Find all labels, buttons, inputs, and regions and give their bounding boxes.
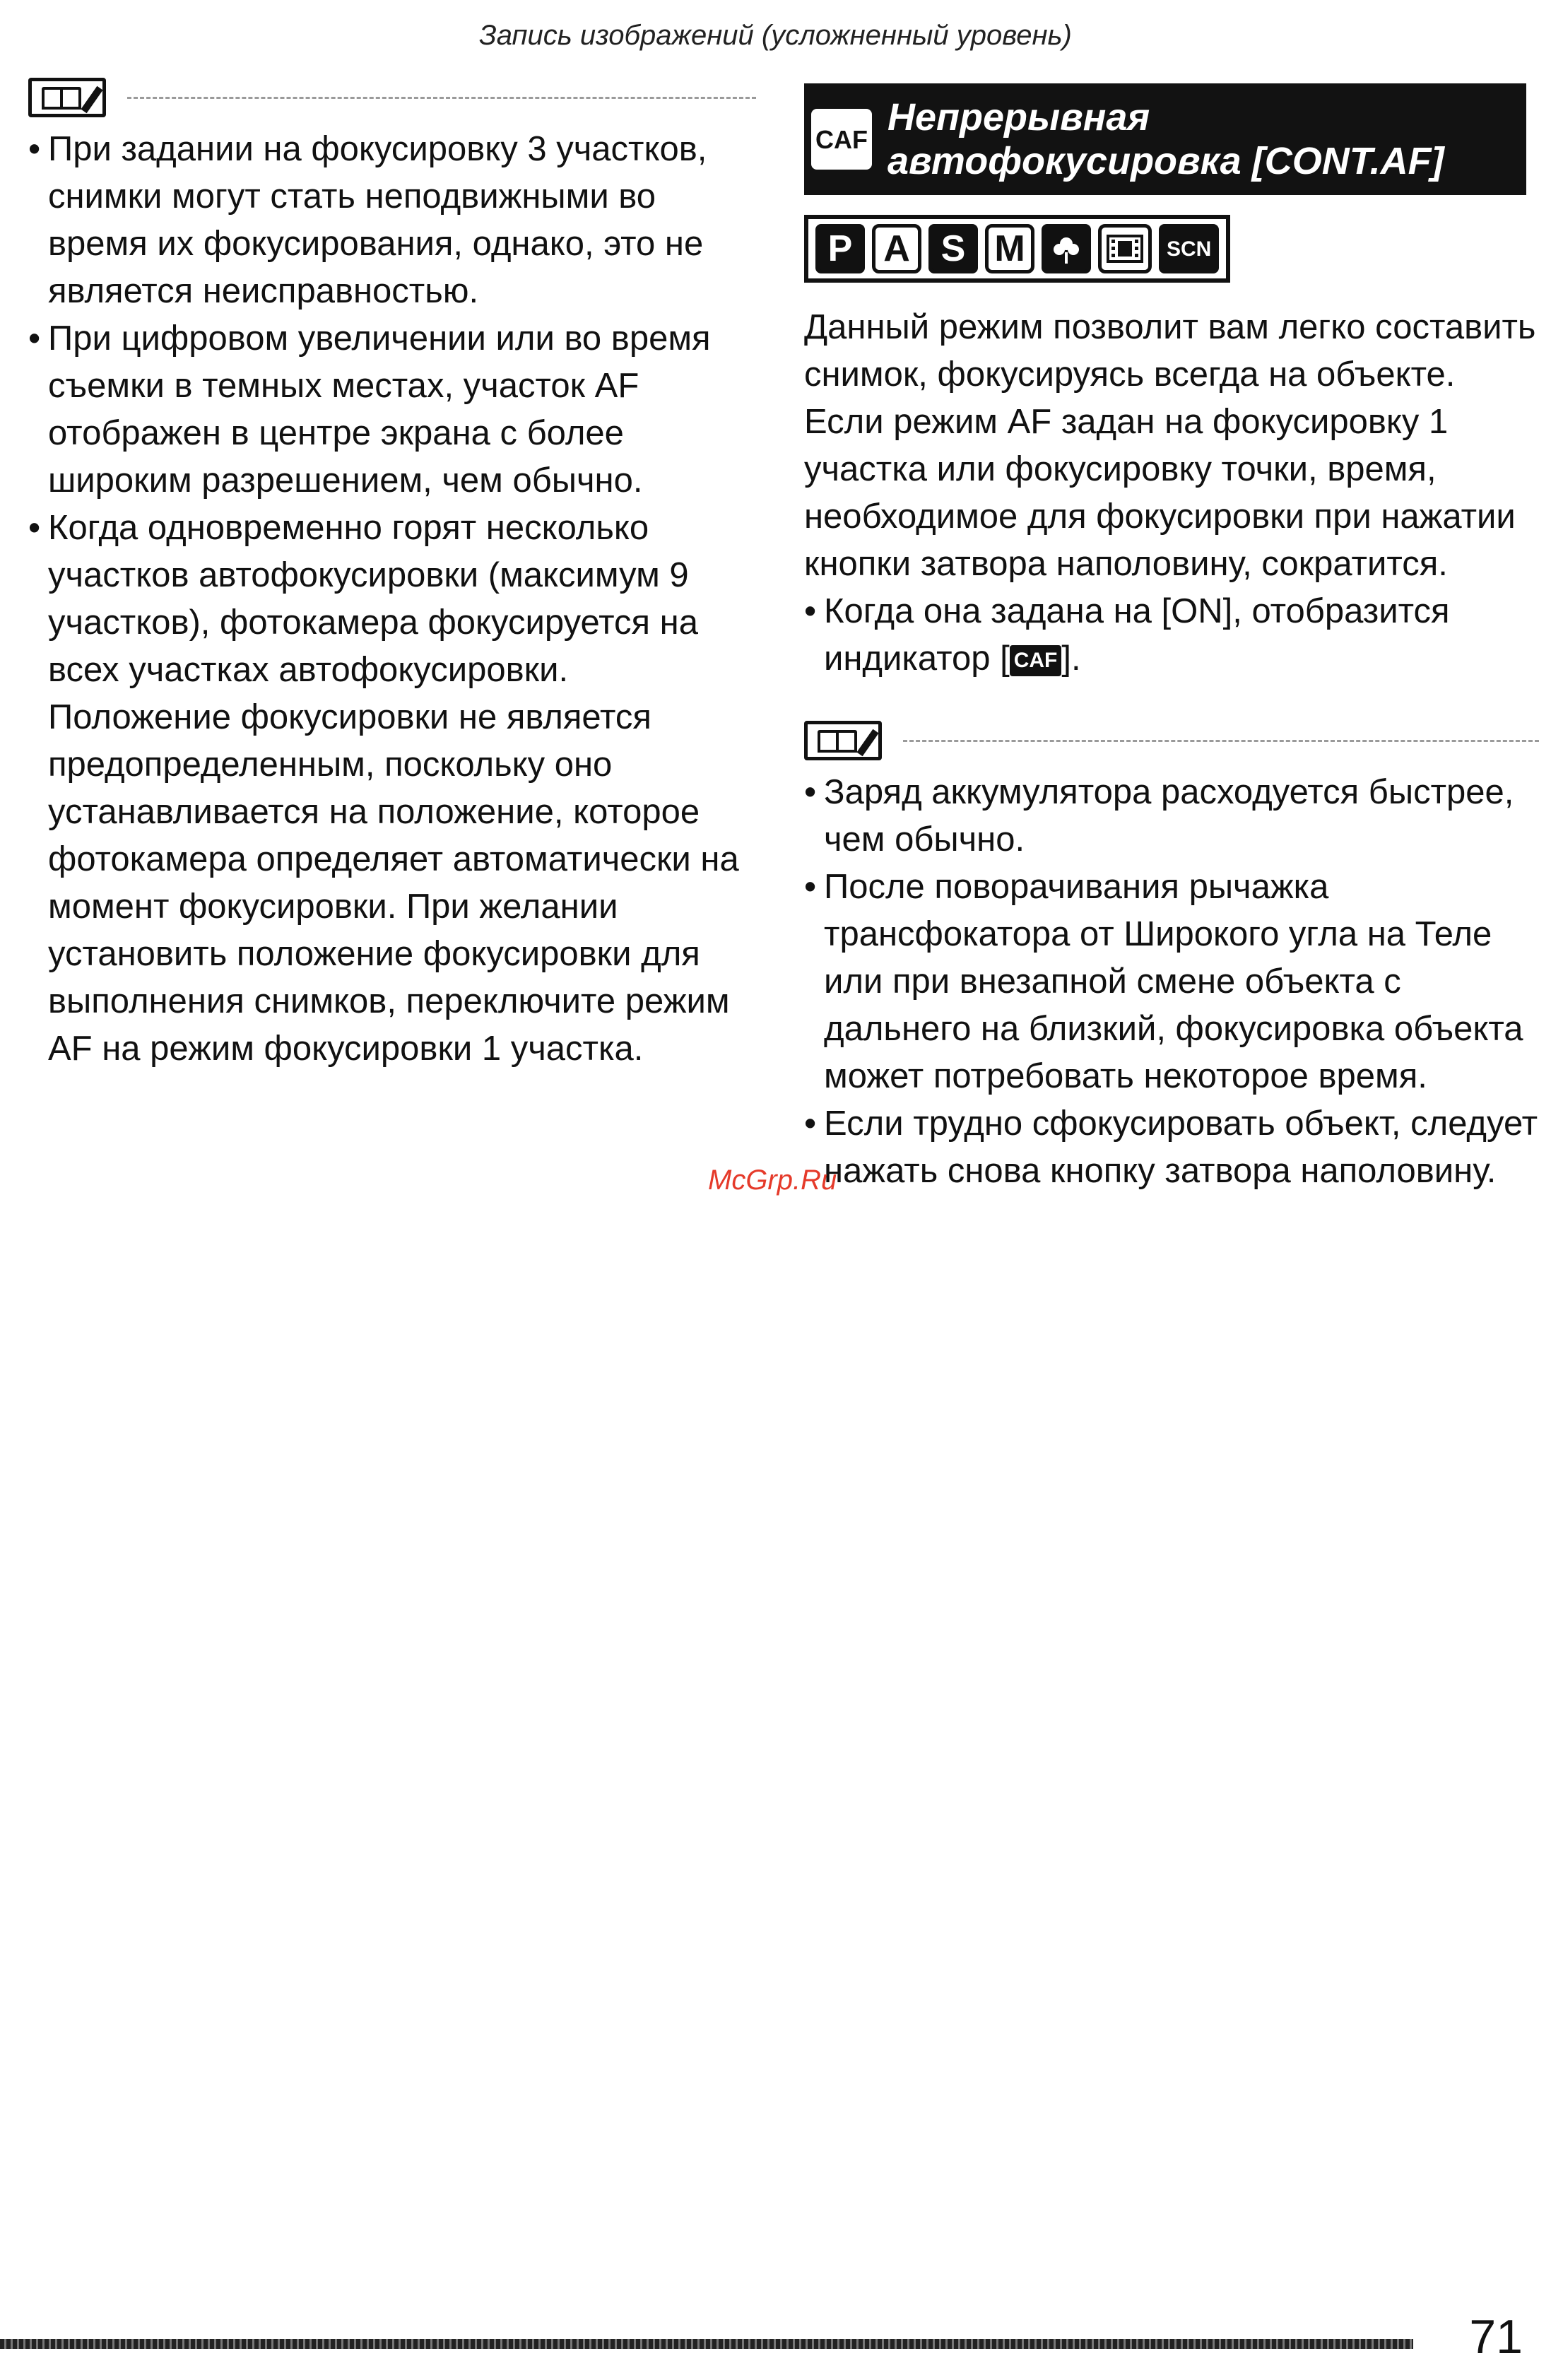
note-divider — [127, 97, 756, 99]
indicator-text-suffix: ]. — [1061, 640, 1081, 678]
note-icon — [28, 78, 106, 117]
section-title — [887, 95, 1444, 183]
watermark: McGrp.Ru — [708, 1165, 837, 1196]
note-divider — [903, 740, 1539, 742]
section-title-bar — [804, 83, 1526, 195]
mode-p-icon: P — [815, 224, 865, 273]
mode-m-icon: M — [985, 224, 1034, 273]
section-title-line-2: автофокусировка [CONT.AF] — [887, 140, 1444, 182]
note-bullet-1: • Заряд аккумулятора расходуется быстрее, чем обычно. — [804, 769, 1539, 864]
note-bullet-3: • Когда одновременно горят несколько участков автофокусировки (максимум 9 участков), фотокамера фокусируется на всех участках автофокусировки. — [28, 505, 756, 694]
motion-picture-icon — [1098, 224, 1152, 273]
note-header — [804, 718, 1539, 763]
intro-text: Данный режим позволит вам легко составить снимок, фокусируясь всегда на объекте. — [804, 308, 1536, 394]
note-paragraph: Положение фокусировки не является предопределенным, поскольку оно устанавливается на положение, которое фотокамера определяет автоматически на момент фокусировки. При желании установить положение фокусировки для выполнения снимков, переключите режим AF на режим фокусировки 1 участка. — [48, 698, 739, 1068]
note-bullet-3: • Если трудно сфокусировать объект, следует нажать снова кнопку затвора наполовину. — [804, 1100, 1539, 1195]
note-bullet-2: • При цифровом увеличении или во время съемки в темных местах, участок AF отображен в центре экрана с более широким разрешением, чем обычно. — [28, 315, 756, 505]
macro-icon — [1042, 224, 1091, 273]
right-column — [804, 83, 1539, 1195]
mode-a-icon: A — [872, 224, 921, 273]
left-column — [28, 75, 756, 1073]
mode-s-icon: S — [928, 224, 978, 273]
page-header: Запись изображений (усложненный уровень) — [479, 20, 1072, 51]
body-paragraph: Если режим AF задан на фокусировку 1 участка или фокусировку точки, время, необходимое для фокусировки при нажатии кнопки затвора наполовину, сократится. — [804, 403, 1516, 583]
page-number: 71 — [1469, 2310, 1523, 2364]
indicator-bullet — [804, 588, 1539, 683]
indicator-text-prefix: Когда она задана на [ON], отобразится индикатор [ — [824, 592, 1450, 678]
mode-scn-icon: SCN — [1159, 224, 1219, 273]
mode-icons — [804, 215, 1230, 283]
continuous-af-indicator-icon: CAF — [1010, 645, 1062, 676]
note-icon — [804, 721, 882, 760]
note-bullet-1: • При задании на фокусировку 3 участков, снимки могут стать неподвижными во время их фокусирования, однако, это не является неисправностью. — [28, 126, 756, 315]
note-bullet-2: • После поворачивания рычажка трансфокатора от Широкого угла на Теле или при внезапной смене объекта с дальнего на близкий, фокусировка объекта может потребовать некоторое время. — [804, 864, 1539, 1100]
section-title-line-1: Непрерывная — [887, 96, 1150, 139]
continuous-af-icon: CAF — [811, 109, 872, 170]
note-header — [28, 75, 756, 120]
footer-bar — [0, 2339, 1413, 2349]
